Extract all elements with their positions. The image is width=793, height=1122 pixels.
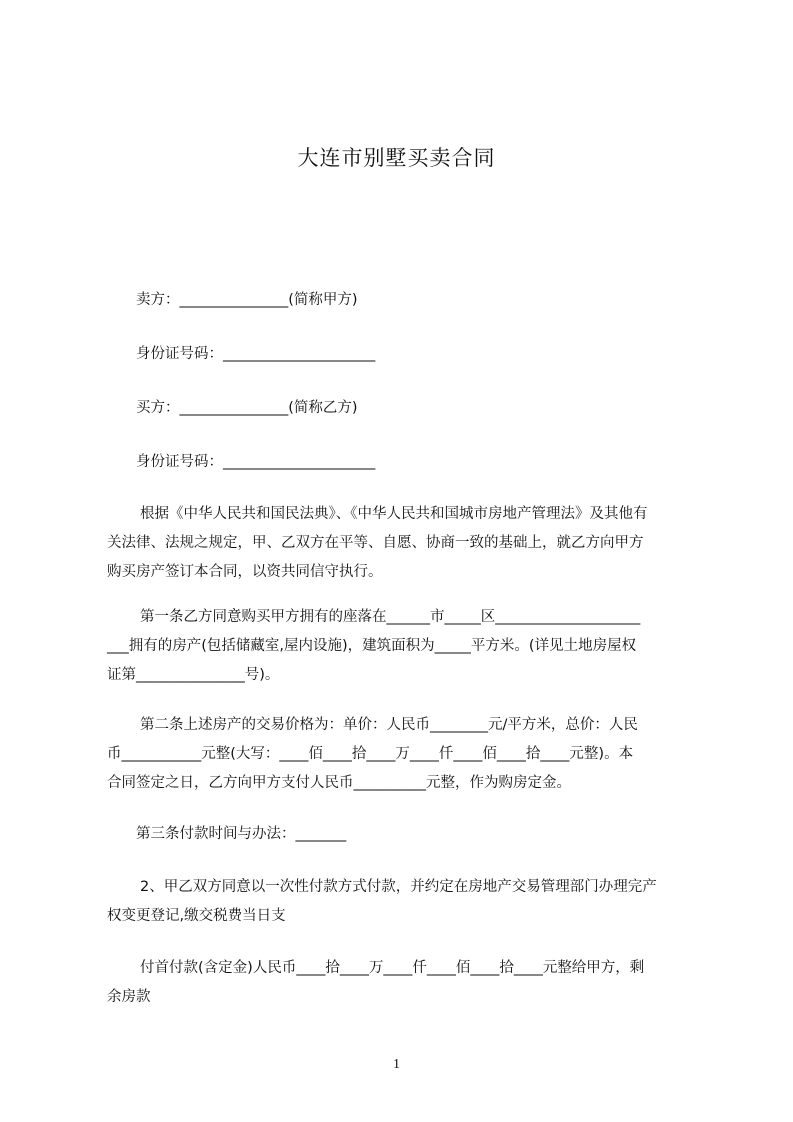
article-1-line-3: 证第_______________号)。 <box>107 667 280 683</box>
preamble-line-2: 关法律、法规之规定，甲、乙双方在平等、自愿、协商一致的基础上，就乙方向甲方 <box>107 535 644 551</box>
buyer-id-field: 身份证号码：_____________________ <box>136 454 376 470</box>
first-payment-line-2: 余房款 <box>107 989 151 1005</box>
first-payment-line-1: 付首付款(含定金)人民币____拾____万____仟____佰____拾____元整给甲方，剩 <box>140 960 645 976</box>
article-3-line: 第三条付款时间与办法：_______ <box>136 826 347 842</box>
page-title: 大连市别墅买卖合同 <box>297 146 496 170</box>
article-1-line-2: ___拥有的房产(包括储藏室,屋内设施)，建筑面积为_____平方米。(详见土地房屋权 <box>107 638 637 654</box>
article-2-paragraph <box>107 711 712 798</box>
buyer-field: 买方：_______________(简称乙方) <box>136 400 358 416</box>
article-2-line-2: 币___________元整(大写：____佰____拾____万____仟____佰____拾____元整)。本 <box>107 746 634 762</box>
article-1-paragraph <box>107 603 712 690</box>
clause-2-line-1: 2、甲乙双方同意以一次性付款方式付款，并约定在房地产交易管理部门办理完产 <box>140 879 657 895</box>
preamble-paragraph <box>107 500 712 587</box>
article-2-line-3: 合同签定之日，乙方向甲方支付人民币__________元整，作为购房定金。 <box>107 775 571 791</box>
seller-field: 卖方：_______________(简称甲方) <box>136 292 358 308</box>
clause-2-paragraph <box>107 873 712 931</box>
seller-id-field: 身份证号码：_____________________ <box>136 346 376 362</box>
page-number: 1 <box>393 1057 400 1072</box>
article-1-line-1: 第一条乙方同意购买甲方拥有的座落在______市_____区____________________ <box>140 609 641 625</box>
preamble-line-3: 购买房产签订本合同，以资共同信守执行。 <box>107 564 383 580</box>
clause-2-line-2: 权变更登记,缴交税费当日支 <box>107 908 286 924</box>
article-2-line-1: 第二条上述房产的交易价格为：单价：人民币________元/平方米，总价：人民 <box>140 717 638 733</box>
preamble-line-1: 根据《中华人民共和国民法典》、《中华人民共和国城市房地产管理法》及其他有 <box>140 506 648 522</box>
first-payment-paragraph <box>107 954 712 1012</box>
